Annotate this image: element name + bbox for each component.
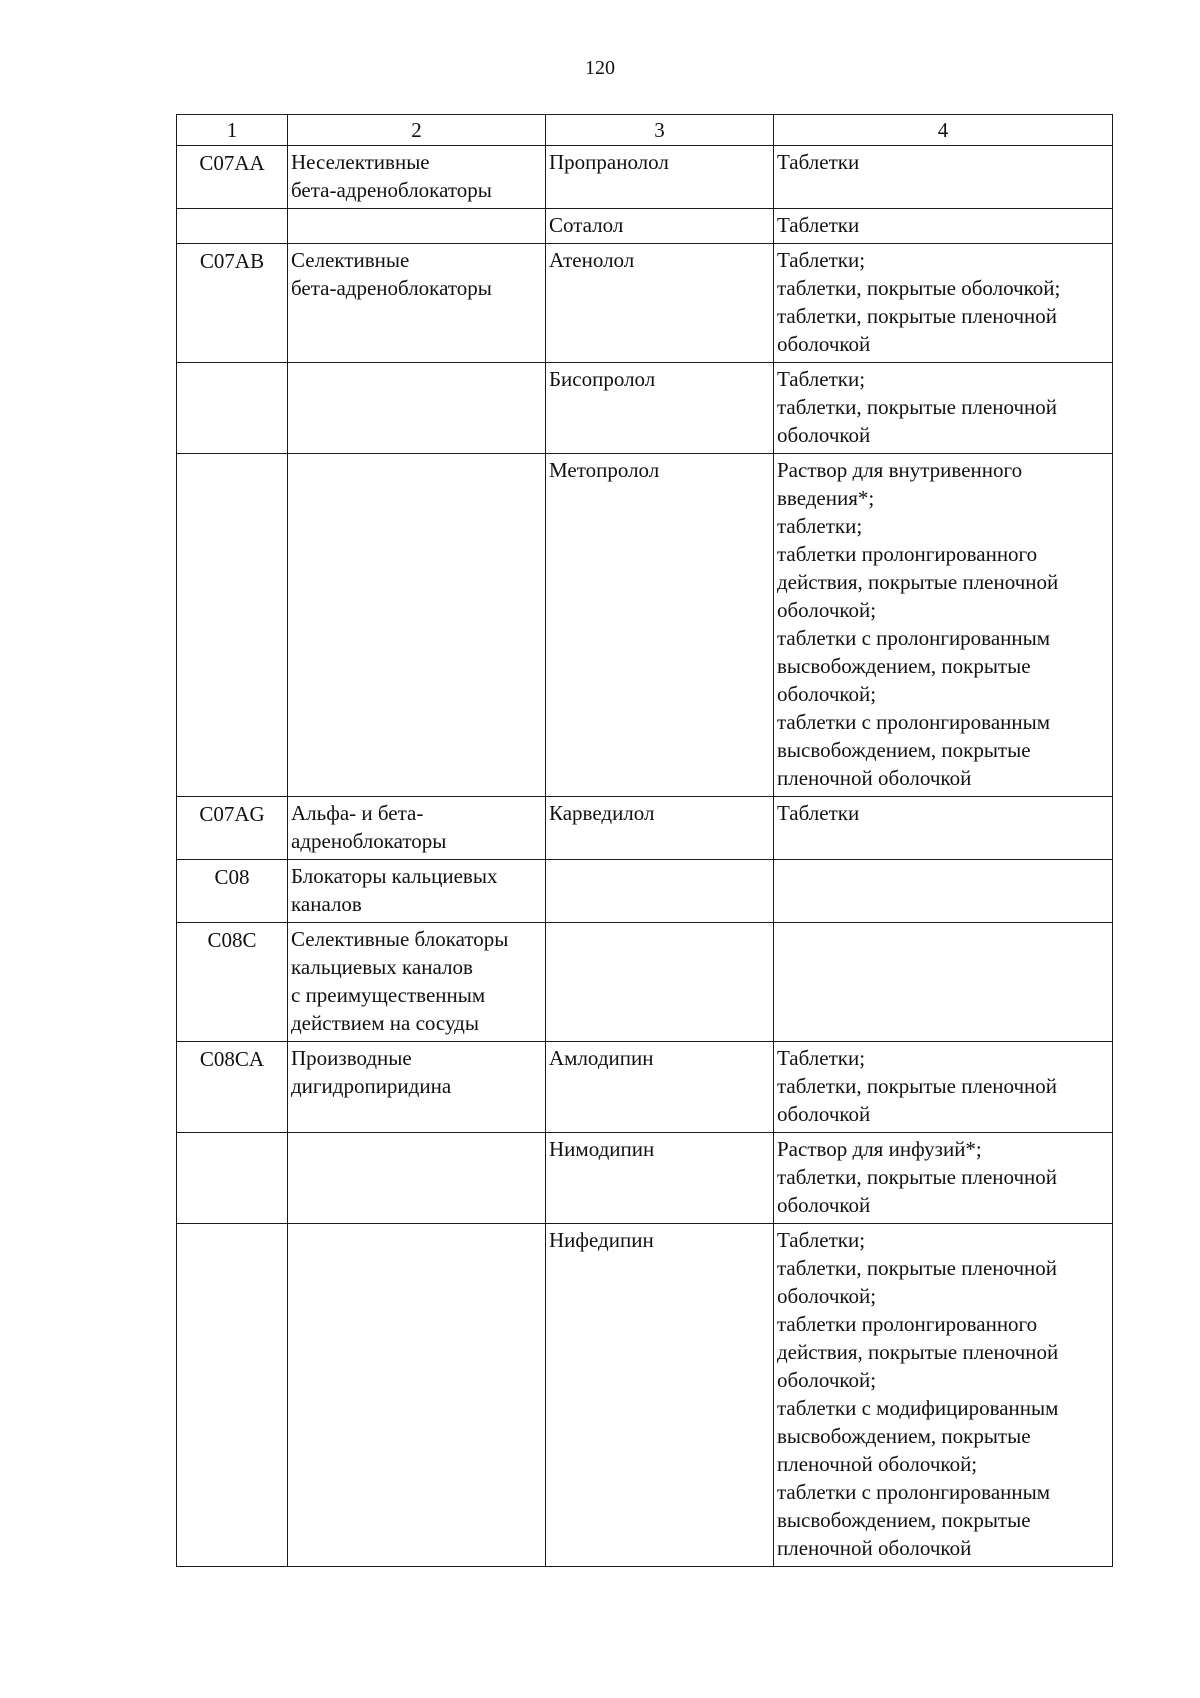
atc-code-cell: C07AG <box>177 797 288 860</box>
atc-code-cell <box>177 454 288 797</box>
atc-code-cell: C08C <box>177 923 288 1042</box>
group-name-cell: Альфа- и бета- адреноблокаторы <box>288 797 546 860</box>
dosage-form-cell: Раствор для инфузий*; таблетки, покрытые пленочной оболочкой <box>774 1133 1113 1224</box>
dosage-form-cell <box>774 860 1113 923</box>
group-name-cell: Селективные бета-адреноблокаторы <box>288 244 546 363</box>
dosage-form-cell: Таблетки <box>774 209 1113 244</box>
table-row <box>177 244 1113 363</box>
drug-name-cell: Карведилол <box>546 797 774 860</box>
group-name-cell: Производные дигидропиридина <box>288 1042 546 1133</box>
table-row <box>177 1042 1113 1133</box>
drug-name-cell <box>546 923 774 1042</box>
table-row <box>177 454 1113 797</box>
atc-code-cell <box>177 209 288 244</box>
table-row <box>177 797 1113 860</box>
atc-code-cell <box>177 1133 288 1224</box>
drug-name-cell: Амлодипин <box>546 1042 774 1133</box>
dosage-form-cell: Таблетки; таблетки, покрытые пленочной оболочкой <box>774 363 1113 454</box>
drug-name-cell: Соталол <box>546 209 774 244</box>
drug-name-cell: Пропранолол <box>546 146 774 209</box>
atc-code-cell: C07AA <box>177 146 288 209</box>
table-row <box>177 209 1113 244</box>
table-row <box>177 860 1113 923</box>
group-name-cell: Неселективные бета-адреноблокаторы <box>288 146 546 209</box>
drug-name-cell: Нимодипин <box>546 1133 774 1224</box>
header-cell-4: 4 <box>774 115 1113 146</box>
group-name-cell <box>288 209 546 244</box>
dosage-form-cell: Таблетки <box>774 797 1113 860</box>
dosage-form-cell: Таблетки; таблетки, покрытые пленочной оболочкой <box>774 1042 1113 1133</box>
table-row <box>177 146 1113 209</box>
drug-name-cell: Нифедипин <box>546 1224 774 1567</box>
table-row <box>177 1224 1113 1567</box>
group-name-cell: Селективные блокаторы кальциевых каналов с преимущественным действием на сосуды <box>288 923 546 1042</box>
table-header-row <box>177 115 1113 146</box>
drug-name-cell: Атенолол <box>546 244 774 363</box>
dosage-form-cell <box>774 923 1113 1042</box>
atc-code-cell <box>177 363 288 454</box>
atc-code-cell: C08CA <box>177 1042 288 1133</box>
dosage-form-cell: Таблетки; таблетки, покрытые оболочкой; таблетки, покрытые пленочной оболочкой <box>774 244 1113 363</box>
header-cell-3: 3 <box>546 115 774 146</box>
atc-code-cell: C07AB <box>177 244 288 363</box>
page-number: 120 <box>585 57 615 79</box>
header-cell-2: 2 <box>288 115 546 146</box>
dosage-form-cell: Таблетки; таблетки, покрытые пленочной оболочкой; таблетки пролонгированного действия, покрытые пленочной оболочкой; таблетки с модифицированным высвобождением, покрытые пленочной оболочкой; таблетки с пролонгированным высвобождением, покрытые пленочной оболочкой <box>774 1224 1113 1567</box>
drug-name-cell: Метопролол <box>546 454 774 797</box>
table-row <box>177 363 1113 454</box>
table-row <box>177 1133 1113 1224</box>
drug-name-cell <box>546 860 774 923</box>
group-name-cell <box>288 454 546 797</box>
group-name-cell <box>288 1133 546 1224</box>
dosage-form-cell: Раствор для внутривенного введения*; таблетки; таблетки пролонгированного действия, покрытые пленочной оболочкой; таблетки с пролонгированным высвобождением, покрытые оболочкой; таблетки с пролонгированным высвобождением, покрытые пленочной оболочкой <box>774 454 1113 797</box>
header-cell-1: 1 <box>177 115 288 146</box>
dosage-form-cell: Таблетки <box>774 146 1113 209</box>
atc-code-cell <box>177 1224 288 1567</box>
drug-table <box>176 114 1113 1567</box>
atc-code-cell: C08 <box>177 860 288 923</box>
group-name-cell <box>288 1224 546 1567</box>
group-name-cell <box>288 363 546 454</box>
table-row <box>177 923 1113 1042</box>
drug-name-cell: Бисопролол <box>546 363 774 454</box>
group-name-cell: Блокаторы кальциевых каналов <box>288 860 546 923</box>
